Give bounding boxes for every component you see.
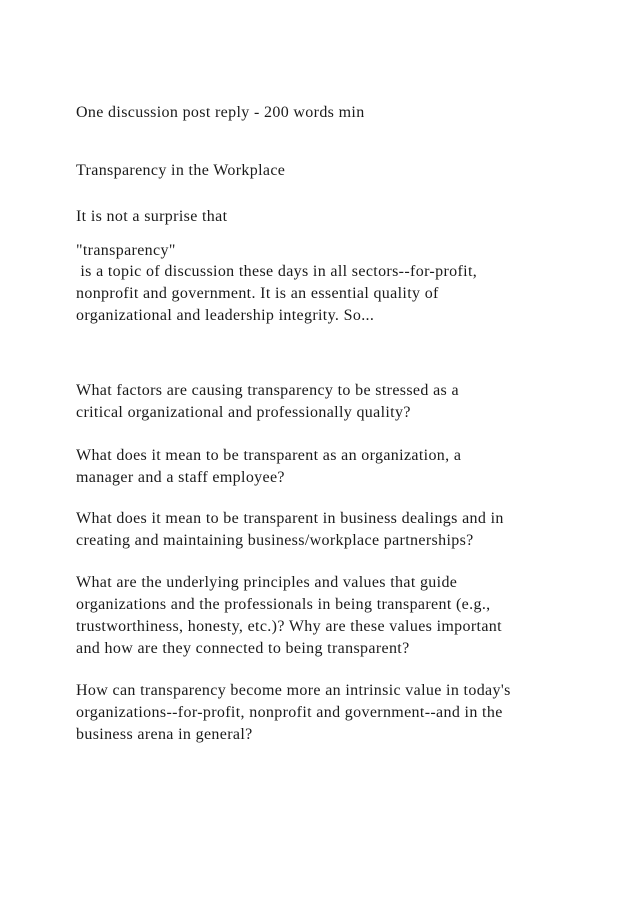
question-3-line-1: What does it mean to be transparent in business dealings and in bbox=[76, 510, 504, 527]
question-3-line-2: creating and maintaining business/workplace partnerships? bbox=[76, 532, 474, 549]
question-1-line-1: What factors are causing transparency to be stressed as a bbox=[76, 382, 459, 399]
question-5-line-1: How can transparency become more an intrinsic value in today's bbox=[76, 682, 511, 699]
intro-line-3: organizational and leadership integrity. So... bbox=[76, 307, 375, 324]
document-title: Transparency in the Workplace bbox=[76, 162, 286, 179]
question-2-line-1: What does it mean to be transparent as an organization, a bbox=[76, 447, 462, 464]
question-4-line-1: What are the underlying principles and values that guide bbox=[76, 574, 458, 591]
question-5-line-3: business arena in general? bbox=[76, 726, 253, 743]
question-1-line-2: critical organizational and professionally quality? bbox=[76, 404, 411, 421]
question-2-line-2: manager and a staff employee? bbox=[76, 469, 285, 486]
question-4-line-3: trustworthiness, honesty, etc.)? Why are these values important bbox=[76, 618, 502, 635]
intro-line-1: is a topic of discussion these days in all sectors--for-profit, bbox=[76, 263, 478, 280]
quoted-term: "transparency" bbox=[76, 242, 176, 259]
assignment-heading: One discussion post reply - 200 words min bbox=[76, 104, 365, 121]
question-4-line-2: organizations and the professionals in being transparent (e.g., bbox=[76, 596, 491, 613]
intro-sentence: It is not a surprise that bbox=[76, 208, 228, 225]
question-5-line-2: organizations--for-profit, nonprofit and government--and in the bbox=[76, 704, 503, 721]
question-4-line-4: and how are they connected to being transparent? bbox=[76, 640, 410, 657]
intro-line-2: nonprofit and government. It is an essential quality of bbox=[76, 285, 439, 302]
